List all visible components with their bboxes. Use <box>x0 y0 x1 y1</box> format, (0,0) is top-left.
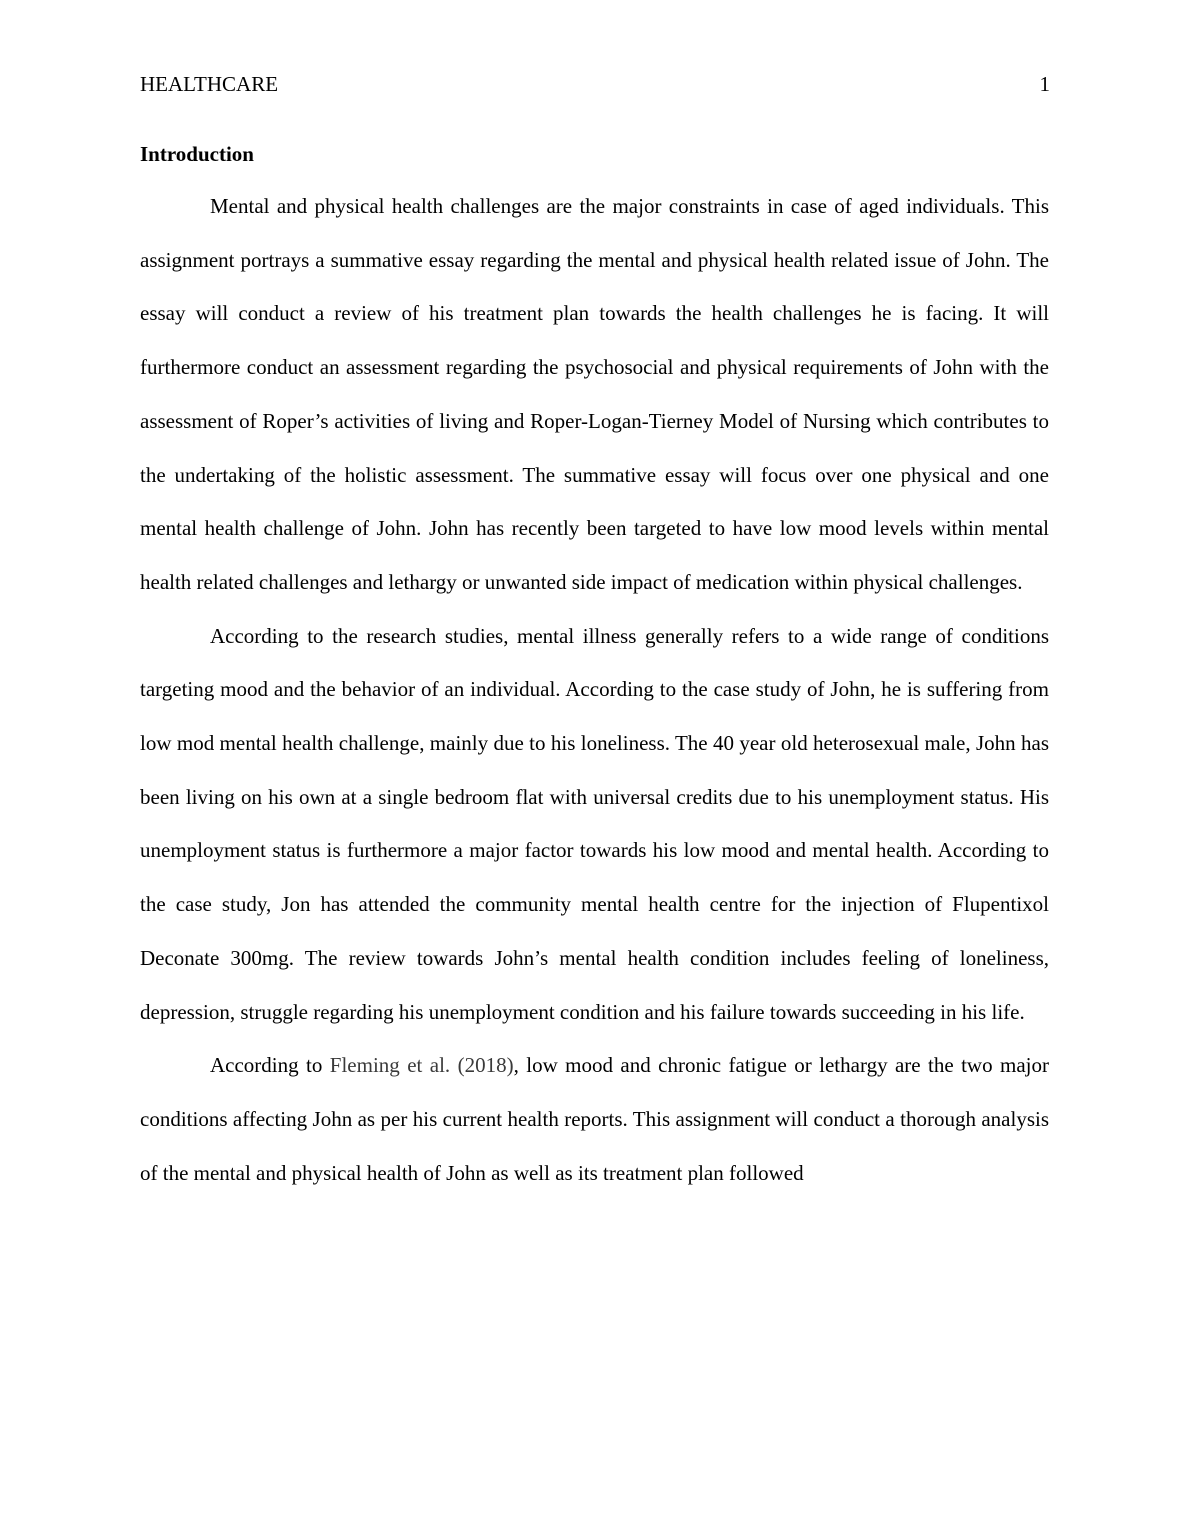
section-heading: Introduction <box>140 142 254 166</box>
citation-link[interactable]: Fleming et al. (2018) <box>329 1053 514 1078</box>
paragraph: According to the research studies, mental illness generally refers to a wide range of conditions targeting mood and the behavior of an individual. According to the case study of John, he is suffering from low mod mental health challenge, mainly due to his loneliness. The 40 year old heterosexual male, John has been living on his own at a single bedroom flat with universal credits due to his unemployment status. His unemployment status is furthermore a major factor towards his low mood and mental health. According to the case study, Jon has attended the community mental health centre for the injection of Flupentixol Deconate 300mg. The review towards John’s mental health condition includes feeling of loneliness, depression, struggle regarding his unemployment condition and his failure towards succeeding in his life. <box>140 623 1049 1024</box>
page-number: 1 <box>1039 72 1050 96</box>
paragraph: Mental and physical health challenges are the major constraints in case of aged individuals. This assignment portrays a summative essay regarding the mental and physical health related issue of John. The essay will conduct a review of his treatment plan towards the health challenges he is facing. It will furthermore conduct an assessment regarding the psychosocial and physical requirements of John with the assessment of Roper’s activities of living and Roper-Logan-Tierney Model of Nursing which contributes to the undertaking of the holistic assessment. The summative essay will focus over one physical and one mental health challenge of John. John has recently been targeted to have low mood levels within mental health related challenges and lethargy or unwanted side impact of medication within physical challenges. <box>140 194 1049 594</box>
body-text <box>140 180 1049 1200</box>
paragraph <box>140 1039 1049 1200</box>
paragraph-rest: , low mood and chronic fatigue or lethargy are the two major conditions affecting John as per his current health reports. This assignment will conduct a thorough analysis of the mental and physical health of John as well as its treatment plan followed <box>140 1053 1049 1185</box>
running-head: HEALTHCARE <box>140 72 279 96</box>
paragraph-lead: According to <box>210 1053 330 1078</box>
